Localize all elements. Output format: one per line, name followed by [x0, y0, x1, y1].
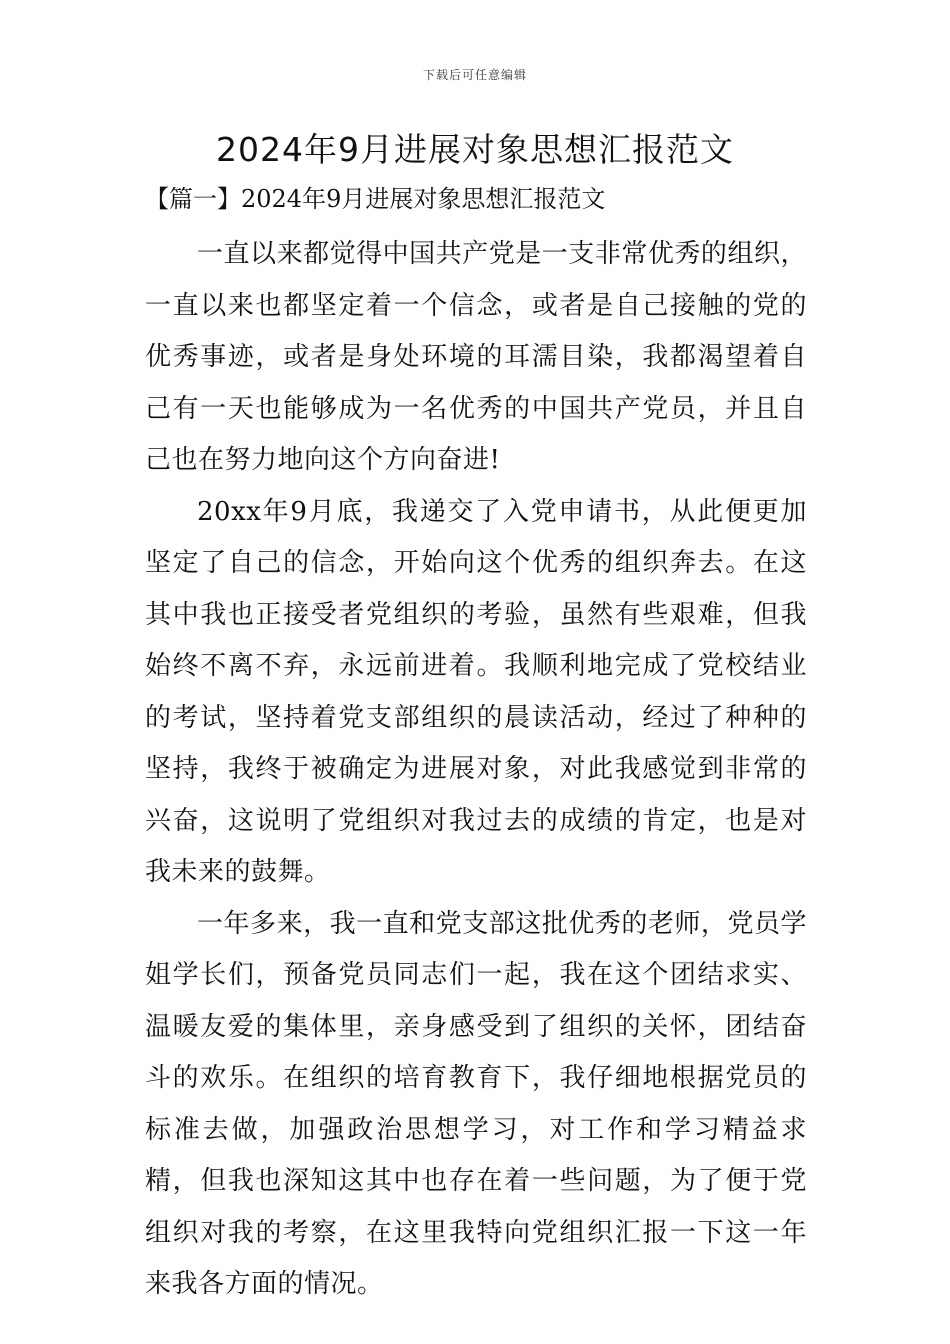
paragraph: 一年多来，我一直和党支部这批优秀的老师，党员学姐学长们，预备党员同志们一起，我在这个团结求实、温暖友爱的集体里，亲身感受到了组织的关怀，团结奋斗的欢乐。在组织的培育教育下，我仔细地根据党员的标准去做，加强政治思想学习，对工作和学习精益求精，但我也深知这其中也存在着一些问题，为了便于党组织对我的考察，在这里我特向党组织汇报一下这一年来我各方面的情况。 [145, 908, 807, 1299]
header-note: 下载后可任意编辑 [422, 68, 527, 82]
section-heading: 【篇一】2024年9月进展对象思想汇报范文 [145, 185, 606, 213]
paragraph: 20xx年9月底，我递交了入党申请书，从此便更加坚定了自己的信念，开始向这个优秀的组织奔去。在这其中我也正接受者党组织的考验，虽然有些艰难，但我始终不离不弃，永远前进着。我顺利地完成了党校结业的考试，坚持着党支部组织的晨读活动，经过了种种的坚持，我终于被确定为进展对象，对此我感觉到非常的兴奋，这说明了党组织对我过去的成绩的肯定，也是对我未来的鼓舞。 [145, 496, 807, 887]
document-title: 2024年9月进展对象思想汇报范文 [216, 130, 734, 169]
paragraph: 一直以来都觉得中国共产党是一支非常优秀的组织，一直以来也都坚定着一个信念，或者是自己接触的党的优秀事迹，或者是身处环境的耳濡目染，我都渴望着自己有一天也能够成为一名优秀的中国共产党员，并且自己也在努力地向这个方向奋进! [145, 239, 807, 475]
document-body [145, 229, 807, 1311]
